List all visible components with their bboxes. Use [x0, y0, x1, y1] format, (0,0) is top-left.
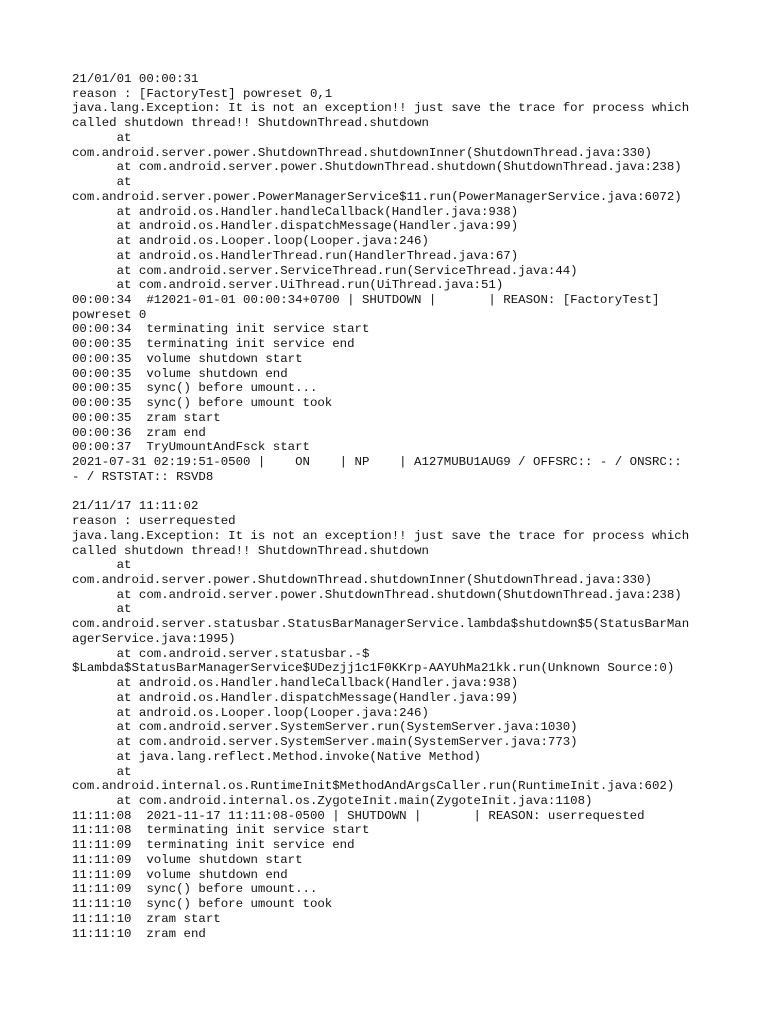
log-line: 00:00:35 zram start — [72, 410, 221, 425]
log-line: com.android.server.power.PowerManagerService$11.run(PowerManagerService.java:6072) — [72, 189, 682, 204]
log-line: 00:00:35 terminating init service end — [72, 337, 355, 352]
log-line: at — [72, 175, 132, 190]
log-line: com.android.server.power.ShutdownThread.shutdownInner(ShutdownThread.java:330) — [72, 145, 652, 160]
log-line: java.lang.Exception: It is not an exception!! just save the trace for process which — [72, 101, 690, 116]
log-line: java.lang.Exception: It is not an exception!! just save the trace for process which — [72, 528, 690, 543]
log-line: at com.android.server.power.ShutdownThread.shutdown(ShutdownThread.java:238) — [72, 160, 682, 175]
log-line: 00:00:34 terminating init service start — [72, 322, 370, 337]
log-line: at android.os.Handler.dispatchMessage(Handler.java:99) — [72, 690, 519, 705]
log-line: 00:00:36 zram end — [72, 425, 206, 440]
log-line: 11:11:09 volume shutdown end — [72, 867, 288, 882]
log-line: at com.android.server.statusbar.-$ — [72, 646, 370, 661]
log-line: agerService.java:1995) — [72, 631, 236, 646]
log-line — [72, 485, 702, 500]
log-line: com.android.server.statusbar.StatusBarManagerService.lambda$shutdown$5(StatusBarMan — [72, 617, 690, 632]
log-line: 11:11:09 sync() before umount... — [72, 882, 318, 897]
log-line: called shutdown thread!! ShutdownThread.shutdown — [72, 116, 429, 131]
log-line: at com.android.server.UiThread.run(UiThread.java:51) — [72, 278, 504, 293]
log-line: at com.android.internal.os.ZygoteInit.main(ZygoteInit.java:1108) — [72, 793, 593, 808]
log-line: 00:00:35 volume shutdown end — [72, 366, 288, 381]
log-line: reason : [FactoryTest] powreset 0,1 — [72, 86, 333, 101]
log-line: com.android.internal.os.RuntimeInit$MethodAndArgsCaller.run(RuntimeInit.java:602) — [72, 779, 675, 794]
log-line: called shutdown thread!! ShutdownThread.shutdown — [72, 543, 429, 558]
log-line: 11:11:10 zram end — [72, 926, 206, 941]
log-line: at — [72, 602, 132, 617]
log-line: com.android.server.power.ShutdownThread.shutdownInner(ShutdownThread.java:330) — [72, 572, 652, 587]
log-line: 11:11:09 terminating init service end — [72, 838, 355, 853]
log-line: 21/01/01 00:00:31 — [72, 72, 199, 86]
log-line: reason : userrequested — [72, 514, 236, 529]
log-line: 11:11:10 zram start — [72, 911, 221, 926]
log-line: at android.os.Looper.loop(Looper.java:246) — [72, 234, 429, 249]
log-line: at com.android.server.power.ShutdownThread.shutdown(ShutdownThread.java:238) — [72, 587, 682, 602]
log-line: powreset 0 — [72, 307, 147, 322]
log-line: at com.android.server.SystemServer.run(SystemServer.java:1030) — [72, 720, 578, 735]
log-line: at android.os.Handler.handleCallback(Handler.java:938) — [72, 676, 519, 691]
log-line: 21/11/17 11:11:02 — [72, 499, 199, 514]
log-line: 00:00:35 sync() before umount... — [72, 381, 318, 396]
log-line: at android.os.Looper.loop(Looper.java:246) — [72, 705, 429, 720]
log-line: - / RSTSTAT:: RSVD8 — [72, 469, 214, 484]
log-line: at java.lang.reflect.Method.invoke(Native Method) — [72, 749, 481, 764]
log-line: 00:00:37 TryUmountAndFsck start — [72, 440, 310, 455]
log-line: at — [72, 764, 132, 779]
log-line: at com.android.server.SystemServer.main(SystemServer.java:773) — [72, 735, 578, 750]
log-line: 11:11:08 terminating init service start — [72, 823, 370, 838]
log-line: at android.os.HandlerThread.run(HandlerThread.java:67) — [72, 248, 519, 263]
log-line: 11:11:09 volume shutdown start — [72, 852, 303, 867]
log-line: 00:00:35 sync() before umount took — [72, 396, 333, 411]
log-line: 00:00:34 #12021-01-01 00:00:34+0700 | SHUTDOWN | | REASON: [FactoryTest] — [72, 293, 660, 308]
shutdown-log-text — [72, 72, 702, 941]
log-line: 11:11:10 sync() before umount took — [72, 897, 333, 912]
log-line: 2021-07-31 02:19:51-0500 | ON | NP | A127MUBU1AUG9 / OFFSRC:: - / ONSRC:: — [72, 455, 682, 470]
log-line: 11:11:08 2021-11-17 11:11:08-0500 | SHUTDOWN | | REASON: userrequested — [72, 808, 645, 823]
log-line: at — [72, 558, 132, 573]
log-line: $Lambda$StatusBarManagerService$UDezjj1c1F0KKrp-AAYUhMa21kk.run(Unknown Source:0) — [72, 661, 675, 676]
log-line: at com.android.server.ServiceThread.run(ServiceThread.java:44) — [72, 263, 578, 278]
log-line: 00:00:35 volume shutdown start — [72, 351, 303, 366]
log-line: at android.os.Handler.dispatchMessage(Handler.java:99) — [72, 219, 519, 234]
log-line: at — [72, 130, 132, 145]
log-line: at android.os.Handler.handleCallback(Handler.java:938) — [72, 204, 519, 219]
